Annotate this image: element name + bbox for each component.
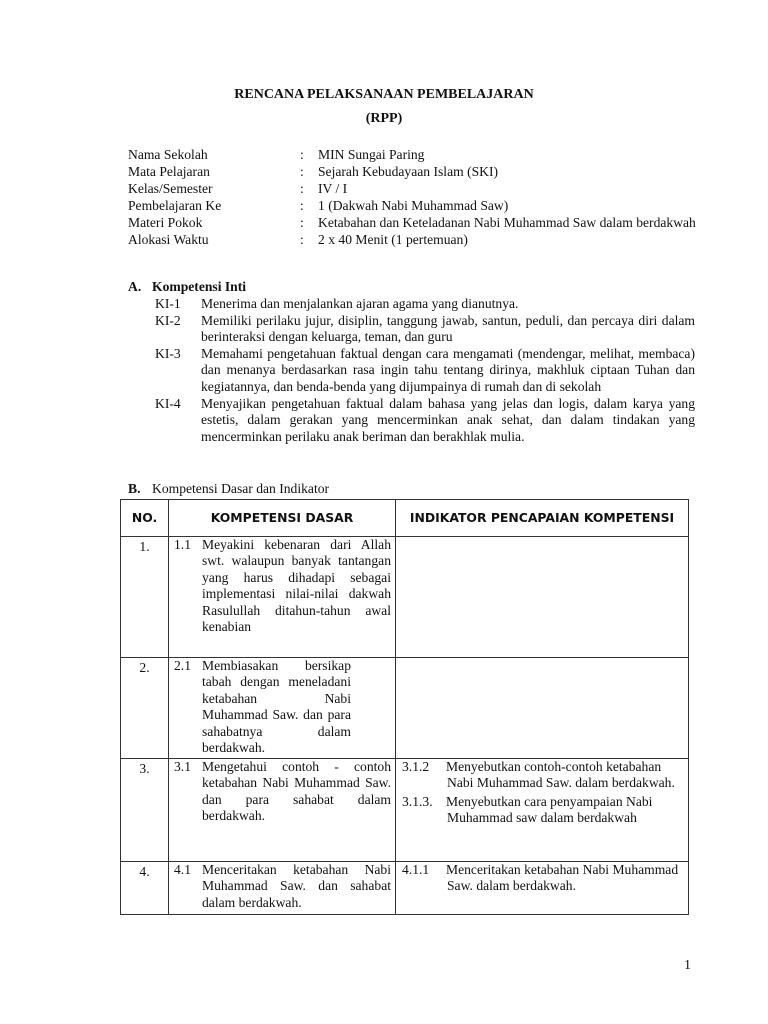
document-subtitle: (RPP) bbox=[365, 111, 403, 126]
kd-number: 1.1 bbox=[174, 537, 191, 552]
indicator-cell bbox=[396, 537, 689, 658]
info-value: IV / I bbox=[318, 181, 348, 196]
section-b-letter: B. bbox=[128, 481, 141, 496]
info-row-topic bbox=[128, 214, 698, 231]
info-row-time bbox=[128, 231, 698, 248]
list-item bbox=[155, 396, 695, 446]
indicator-cell bbox=[396, 658, 689, 759]
indicator-item bbox=[402, 759, 682, 792]
row-number: 4. bbox=[121, 862, 169, 915]
indicator-number: 3.1.3. bbox=[402, 793, 433, 809]
ki-code: KI-3 bbox=[155, 345, 181, 361]
kd-content bbox=[174, 862, 391, 911]
info-colon: : bbox=[300, 181, 304, 196]
row-number: 2. bbox=[121, 658, 169, 759]
kd-number: 2.1 bbox=[174, 658, 191, 673]
section-a-title: Kompetensi Inti bbox=[152, 279, 247, 294]
indicator-text: Menyebutkan contoh-contoh ketabahan Nabi Muhammad Saw. dalam berdakwah. bbox=[446, 759, 675, 791]
row-number: 1. bbox=[121, 537, 169, 658]
competency-table bbox=[120, 499, 689, 915]
table-row bbox=[121, 862, 689, 915]
info-row-lesson bbox=[128, 197, 698, 214]
list-item bbox=[155, 346, 695, 396]
kompetensi-inti-list bbox=[155, 296, 695, 445]
kd-text: Membiasakan bersikap tabah dengan meneladani ketabahan Nabi Muhammad Saw. dan para sahabatnya dalam berdakwah. bbox=[202, 658, 351, 756]
info-value: 1 (Dakwah Nabi Muhammad Saw) bbox=[318, 198, 509, 213]
kd-text: Meyakini kebenaran dari Allah swt. walaupun banyak tantangan yang harus dihadapi sebagai implementasi nilai-nilai dakwah Rasulullah ditahun-tahun awal kenabian bbox=[202, 537, 391, 635]
column-header-indicator: INDIKATOR PENCAPAIAN KOMPETENSI bbox=[396, 500, 689, 537]
kd-cell bbox=[169, 658, 396, 759]
kd-number: 4.1 bbox=[174, 862, 191, 877]
ki-code: KI-1 bbox=[155, 296, 181, 311]
section-b-title: Kompetensi Dasar dan Indikator bbox=[152, 481, 330, 496]
info-value: 2 x 40 Menit (1 pertemuan) bbox=[318, 232, 468, 247]
section-b-heading bbox=[128, 481, 329, 497]
info-label: Pembelajaran Ke bbox=[128, 198, 222, 213]
info-row-class bbox=[128, 180, 698, 197]
info-colon: : bbox=[300, 164, 304, 179]
list-item bbox=[155, 313, 695, 346]
kd-content bbox=[174, 658, 391, 756]
info-value: Ketabahan dan Keteladanan Nabi Muhammad Saw dalam berdakwah bbox=[318, 215, 696, 230]
info-colon: : bbox=[300, 215, 304, 230]
indicator-number: 4.1.1 bbox=[402, 862, 430, 877]
kd-cell bbox=[169, 537, 396, 658]
ki-text: Menerima dan menjalankan ajaran agama yang dianutnya. bbox=[201, 296, 519, 311]
ki-code: KI-4 bbox=[155, 395, 181, 411]
info-row-school bbox=[128, 146, 698, 163]
document-title: RENCANA PELAKSANAAN PEMBELAJARAN bbox=[234, 87, 534, 102]
indicator-item bbox=[402, 862, 682, 895]
table-row bbox=[121, 759, 689, 862]
info-label: Alokasi Waktu bbox=[128, 232, 209, 247]
identity-block bbox=[128, 146, 698, 248]
section-a-heading bbox=[128, 279, 246, 295]
info-value: Sejarah Kebudayaan Islam (SKI) bbox=[318, 164, 499, 179]
column-header-kd: KOMPETENSI DASAR bbox=[169, 500, 396, 537]
ki-code: KI-2 bbox=[155, 312, 181, 328]
info-value: MIN Sungai Paring bbox=[318, 147, 425, 162]
list-item bbox=[155, 296, 695, 313]
kd-content bbox=[174, 537, 391, 635]
table-row bbox=[121, 537, 689, 658]
kd-text: Mengetahui contoh - contoh ketabahan Nabi Muhammad Saw. dan para sahabat dalam berdakwah. bbox=[202, 759, 391, 824]
info-label: Mata Pelajaran bbox=[128, 164, 210, 179]
indicator-cell bbox=[396, 862, 689, 915]
indicator-text: Menceritakan ketabahan Nabi Muhammad Saw. dalam berdakwah. bbox=[446, 862, 679, 894]
ki-text: Memiliki perilaku jujur, disiplin, tanggung jawab, santun, peduli, dan percaya diri dalam berinteraksi dengan keluarga, teman, dan guru bbox=[201, 312, 695, 345]
info-label: Nama Sekolah bbox=[128, 147, 208, 162]
info-colon: : bbox=[300, 147, 304, 162]
table-row bbox=[121, 658, 689, 759]
info-label: Materi Pokok bbox=[128, 215, 203, 230]
kd-cell bbox=[169, 759, 396, 862]
indicator-text: Menyebutkan cara penyampaian Nabi Muhammad saw dalam berdakwah bbox=[446, 793, 653, 826]
ki-text: Memahami pengetahuan faktual dengan cara mengamati (mendengar, melihat, membaca) dan menanya berdasarkan rasa ingin tahu tentang dirinya, makhluk ciptaan Tuhan dan kegiatannya, dan benda-benda yang dijumpainya di rumah dan di sekolah bbox=[201, 345, 695, 394]
page-number: 1 bbox=[684, 958, 691, 973]
indicator-item bbox=[402, 794, 682, 827]
column-header-no: NO. bbox=[121, 500, 169, 537]
kd-content bbox=[174, 759, 391, 825]
info-colon: : bbox=[300, 198, 304, 213]
info-colon: : bbox=[300, 232, 304, 247]
kd-text: Menceritakan ketabahan Nabi Muhammad Saw. dan sahabat dalam berdakwah. bbox=[202, 862, 391, 910]
ki-text: Menyajikan pengetahuan faktual dalam bahasa yang jelas dan logis, dalam karya yang estetis, dalam gerakan yang mencerminkan anak sehat, dan dalam tindakan yang mencerminkan perilaku anak beriman dan berakhlak mulia. bbox=[201, 395, 695, 444]
row-number: 3. bbox=[121, 759, 169, 862]
indicator-cell bbox=[396, 759, 689, 862]
kd-cell bbox=[169, 862, 396, 915]
info-label: Kelas/Semester bbox=[128, 181, 213, 196]
table-header-row bbox=[121, 500, 689, 537]
kd-number: 3.1 bbox=[174, 759, 191, 774]
indicator-number: 3.1.2 bbox=[402, 759, 430, 774]
section-a-letter: A. bbox=[128, 279, 142, 294]
info-row-subject bbox=[128, 163, 698, 180]
